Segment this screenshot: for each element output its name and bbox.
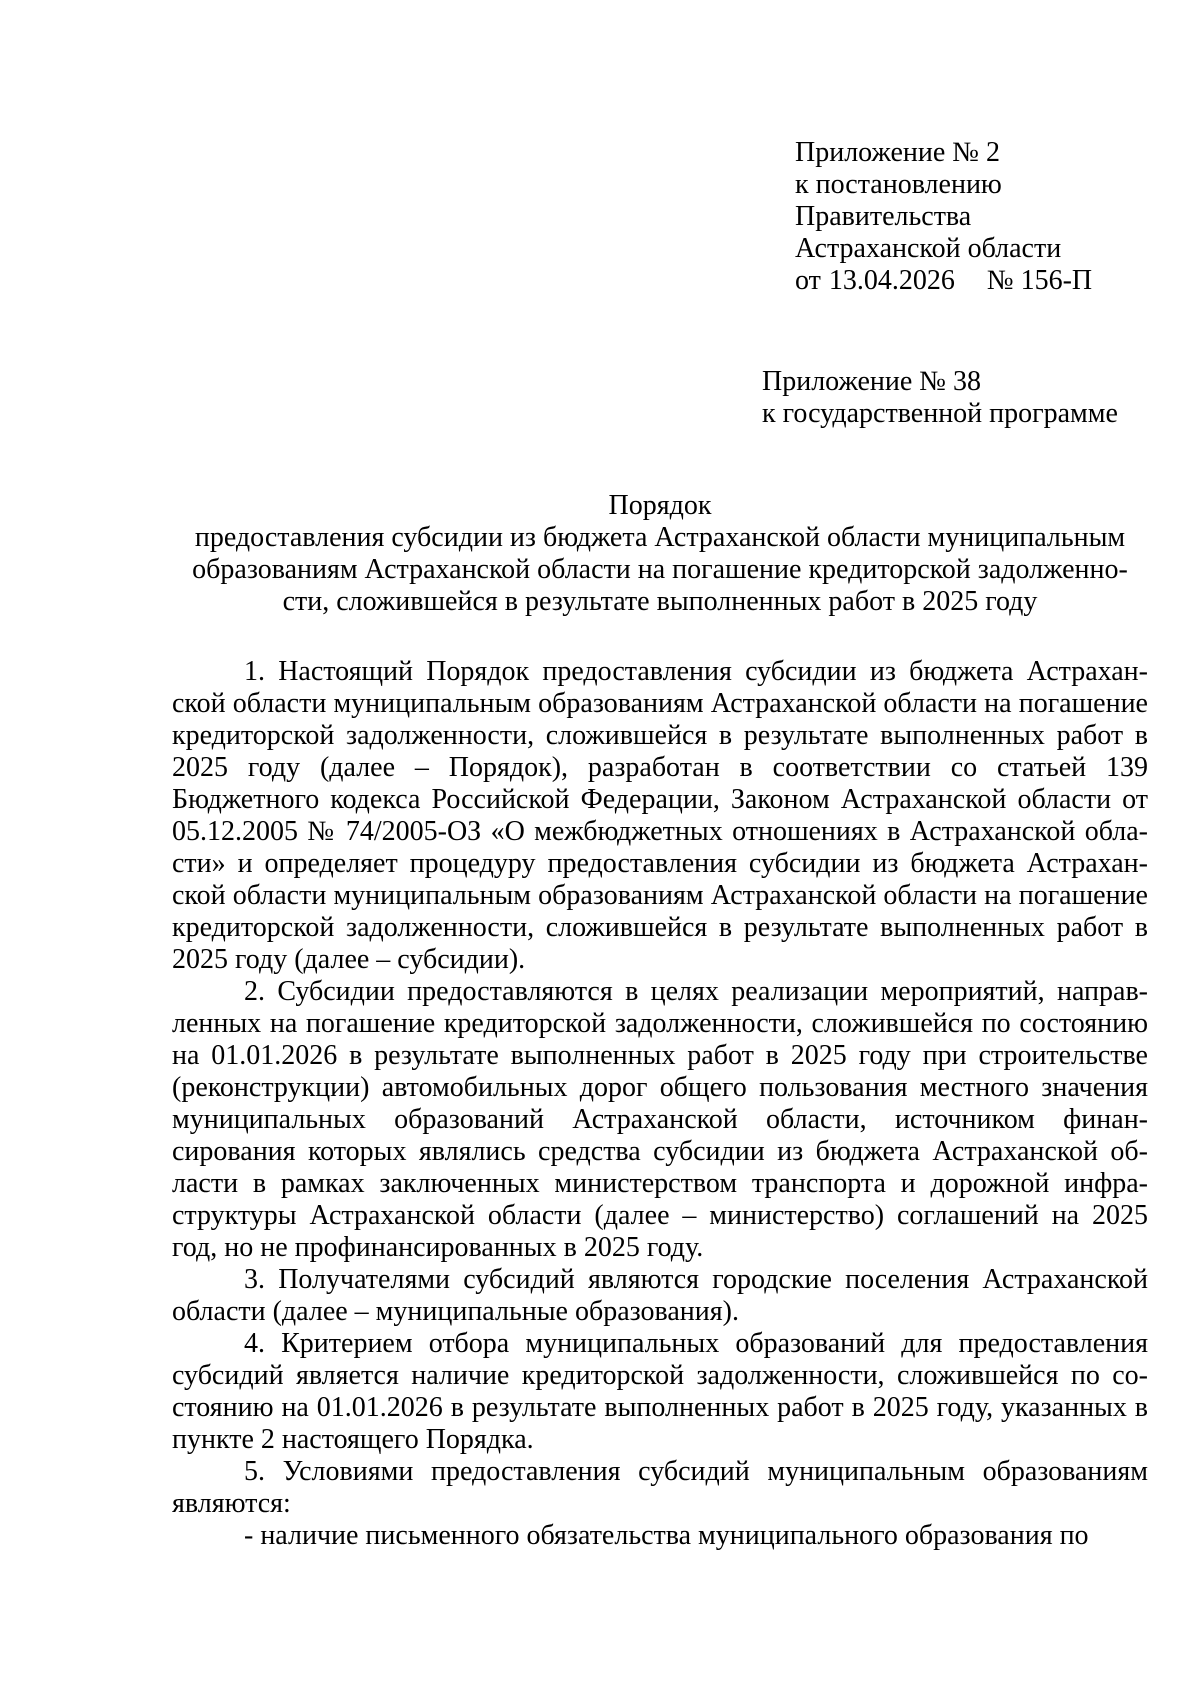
paragraph-4: 4. Критерием отбора муниципальных образований для предоставления субсидий является наличие кредиторской задолженности, сложившейся по состоянию на 01.01.2026 в результате выполненных работ в 2025 году, указанных в пункте 2 настоящего Порядка. — [172, 1328, 1148, 1455]
appendix-2-header — [795, 137, 1092, 297]
appendix-2-resolution-line: к постановлению — [795, 169, 1002, 200]
appendix-38-program-line: к государственной программе — [762, 398, 1118, 429]
paragraph-5: 5. Условиями предоставления субсидий муниципальным образованиям являются: — [172, 1456, 1148, 1519]
paragraph-3: 3. Получателями субсидий являются городские поселения Астраханской области (далее – муниципальные образования). — [172, 1264, 1148, 1327]
paragraph-1: 1. Настоящий Порядок предоставления субсидии из бюджета Астраханской области муниципальным образованиям Астраханской области на погашение кредиторской задолженности, сложившейся в результате выполненных работ в 2025 году (далее – Порядок), разработан в соответствии со статьей 139 Бюджетного кодекса Российской Федерации, Законом Астраханской области от 05.12.2005 № 74/2005-ОЗ «О межбюджетных отношениях в Астраханской области» и определяет процедуру предоставления субсидии из бюджета Астраханской области муниципальным образованиям Астраханской области на погашение кредиторской задолженности, сложившейся в результате выполненных работ в 2025 году (далее – субсидии). — [172, 656, 1148, 975]
resolution-date-number — [795, 265, 1092, 297]
paragraph-2: 2. Субсидии предоставляются в целях реализации мероприятий, направленных на погашение кредиторской задолженности, сложившейся по состоянию на 01.01.2026 в результате выполненных работ в 2025 году при строительстве (реконструкции) автомобильных дорог общего пользования местного значения муниципальных образований Астраханской области, источником финансирования которых являлись средства субсидии из бюджета Астраханской области в рамках заключенных министерством транспорта и дорожной инфраструктуры Астраханской области (далее – министерство) соглашений на 2025 год, но не профинансированных в 2025 году. — [172, 976, 1148, 1263]
date-prefix: от — [795, 265, 821, 296]
appendix-38-header — [762, 366, 1118, 430]
title-line-2: образованиям Астраханской области на погашение кредиторской задолженно- — [192, 554, 1128, 585]
title-line-3: сти, сложившейся в результате выполненных работ в 2025 году — [282, 586, 1038, 617]
appendix-2-line: Приложение № 2 — [795, 137, 1000, 168]
paragraph-5-item: - наличие письменного обязательства муниципального образования по — [244, 1520, 1089, 1551]
document-body — [172, 656, 1148, 1552]
title-line-1: предоставления субсидии из бюджета Астраханской области муниципальным — [194, 522, 1126, 553]
appendix-2-region-line: Астраханской области — [795, 233, 1062, 264]
appendix-38-line: Приложение № 38 — [762, 366, 981, 397]
document-title — [172, 490, 1148, 618]
title-heading: Порядок — [608, 490, 712, 521]
resolution-date: 13.04.2026 — [828, 265, 955, 296]
resolution-number: № 156-П — [986, 265, 1093, 296]
appendix-2-government-line: Правительства — [795, 201, 972, 232]
